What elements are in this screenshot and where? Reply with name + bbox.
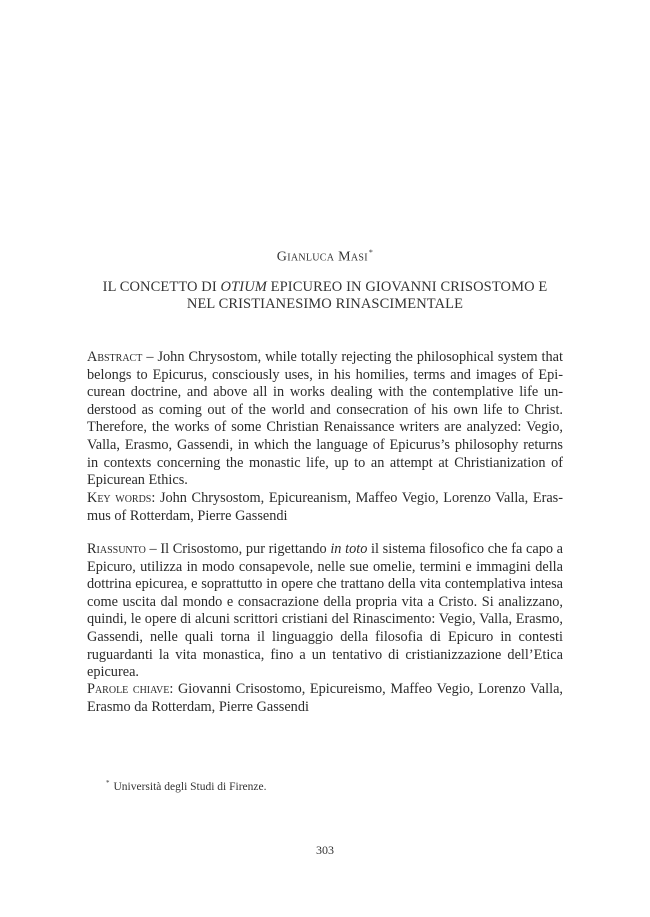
author-name <box>0 248 650 266</box>
abstract-text: – John Chrysostom, while totally rejecting the philosophical system that belongs to Epicurus, consciously uses, in his homilies, terms and images of Epicurean doctrine, and above all in works dealing with the contemplative life understood as coming out of the world and consecration of his own life to Christ. Therefore, the works of some Christian Renaissance writers are analyzed: Vegio, Valla, Erasmo, Gassendi, in which the language of Epicurus’s philosophy returns in contexts concerning the monastic life, up to an attempt at Christianization of Epicurean Ethics. <box>87 349 563 489</box>
riassunto-text-after: il sistema filosofico che fa capo a Epicuro, utilizza in modo consapevole, nelle sue omelie, termini e immagini della dottrina epicurea, e soprattutto in opere che trattano della vita contemplativa intesa come uscita dal mondo e consacrazione della propria vita a Cristo. Si analizzano, quindi, le opere di alcuni scrittori cristiani del Rinascimento: Vegio, Valla, Erasmo, Gassendi, nelle quali torna il linguaggio della filosofia di Epicuro in contesti ruguardanti la vita monastica, fino a un tentativo di cristianizzazione dell’Etica epicurea. <box>87 541 564 681</box>
keywords-paragraph <box>87 490 563 525</box>
abstract-paragraph <box>87 349 563 490</box>
paper-title <box>80 279 570 313</box>
footnote-marker: * <box>106 779 110 787</box>
title-part-after: EPICUREO IN GIOVANNI CRISOSTOMO E <box>266 279 548 295</box>
title-line-2: NEL CRISTIANESIMO RINASCIMENTALE <box>186 296 464 312</box>
riassunto-label: Riassunto <box>87 541 146 557</box>
title-italic-word: OTIUM <box>220 279 267 295</box>
keywords-label: Key words <box>87 490 152 506</box>
riassunto-paragraph <box>87 541 563 682</box>
footnote <box>106 779 267 793</box>
parole-chiave-label: Parole chiave <box>87 681 170 697</box>
title-part-before: IL CONCETTO DI <box>102 279 221 295</box>
parole-chiave-text: : Giovanni Crisostomo, Epicureismo, Maffeo Vegio, Lorenzo Valla, Erasmo da Rotterdam, Pierre Gassendi <box>87 681 564 715</box>
footnote-text: Università degli Studi di Firenze. <box>113 780 267 793</box>
author-footnote-marker: * <box>368 248 374 257</box>
keywords-text: : John Chrysostom, Epicureanism, Maffeo Vegio, Lorenzo Valla, Erasmus of Rotterdam, Pierre Gassendi <box>87 490 563 524</box>
riassunto-italic: in toto <box>330 541 368 557</box>
riassunto-text-before: – Il Crisostomo, pur rigettando <box>145 541 331 557</box>
parole-chiave-paragraph <box>87 681 563 716</box>
page-number: 303 <box>316 843 334 857</box>
abstract-label: Abstract <box>87 349 143 365</box>
author-name-text: Gianluca Masi <box>276 249 368 265</box>
